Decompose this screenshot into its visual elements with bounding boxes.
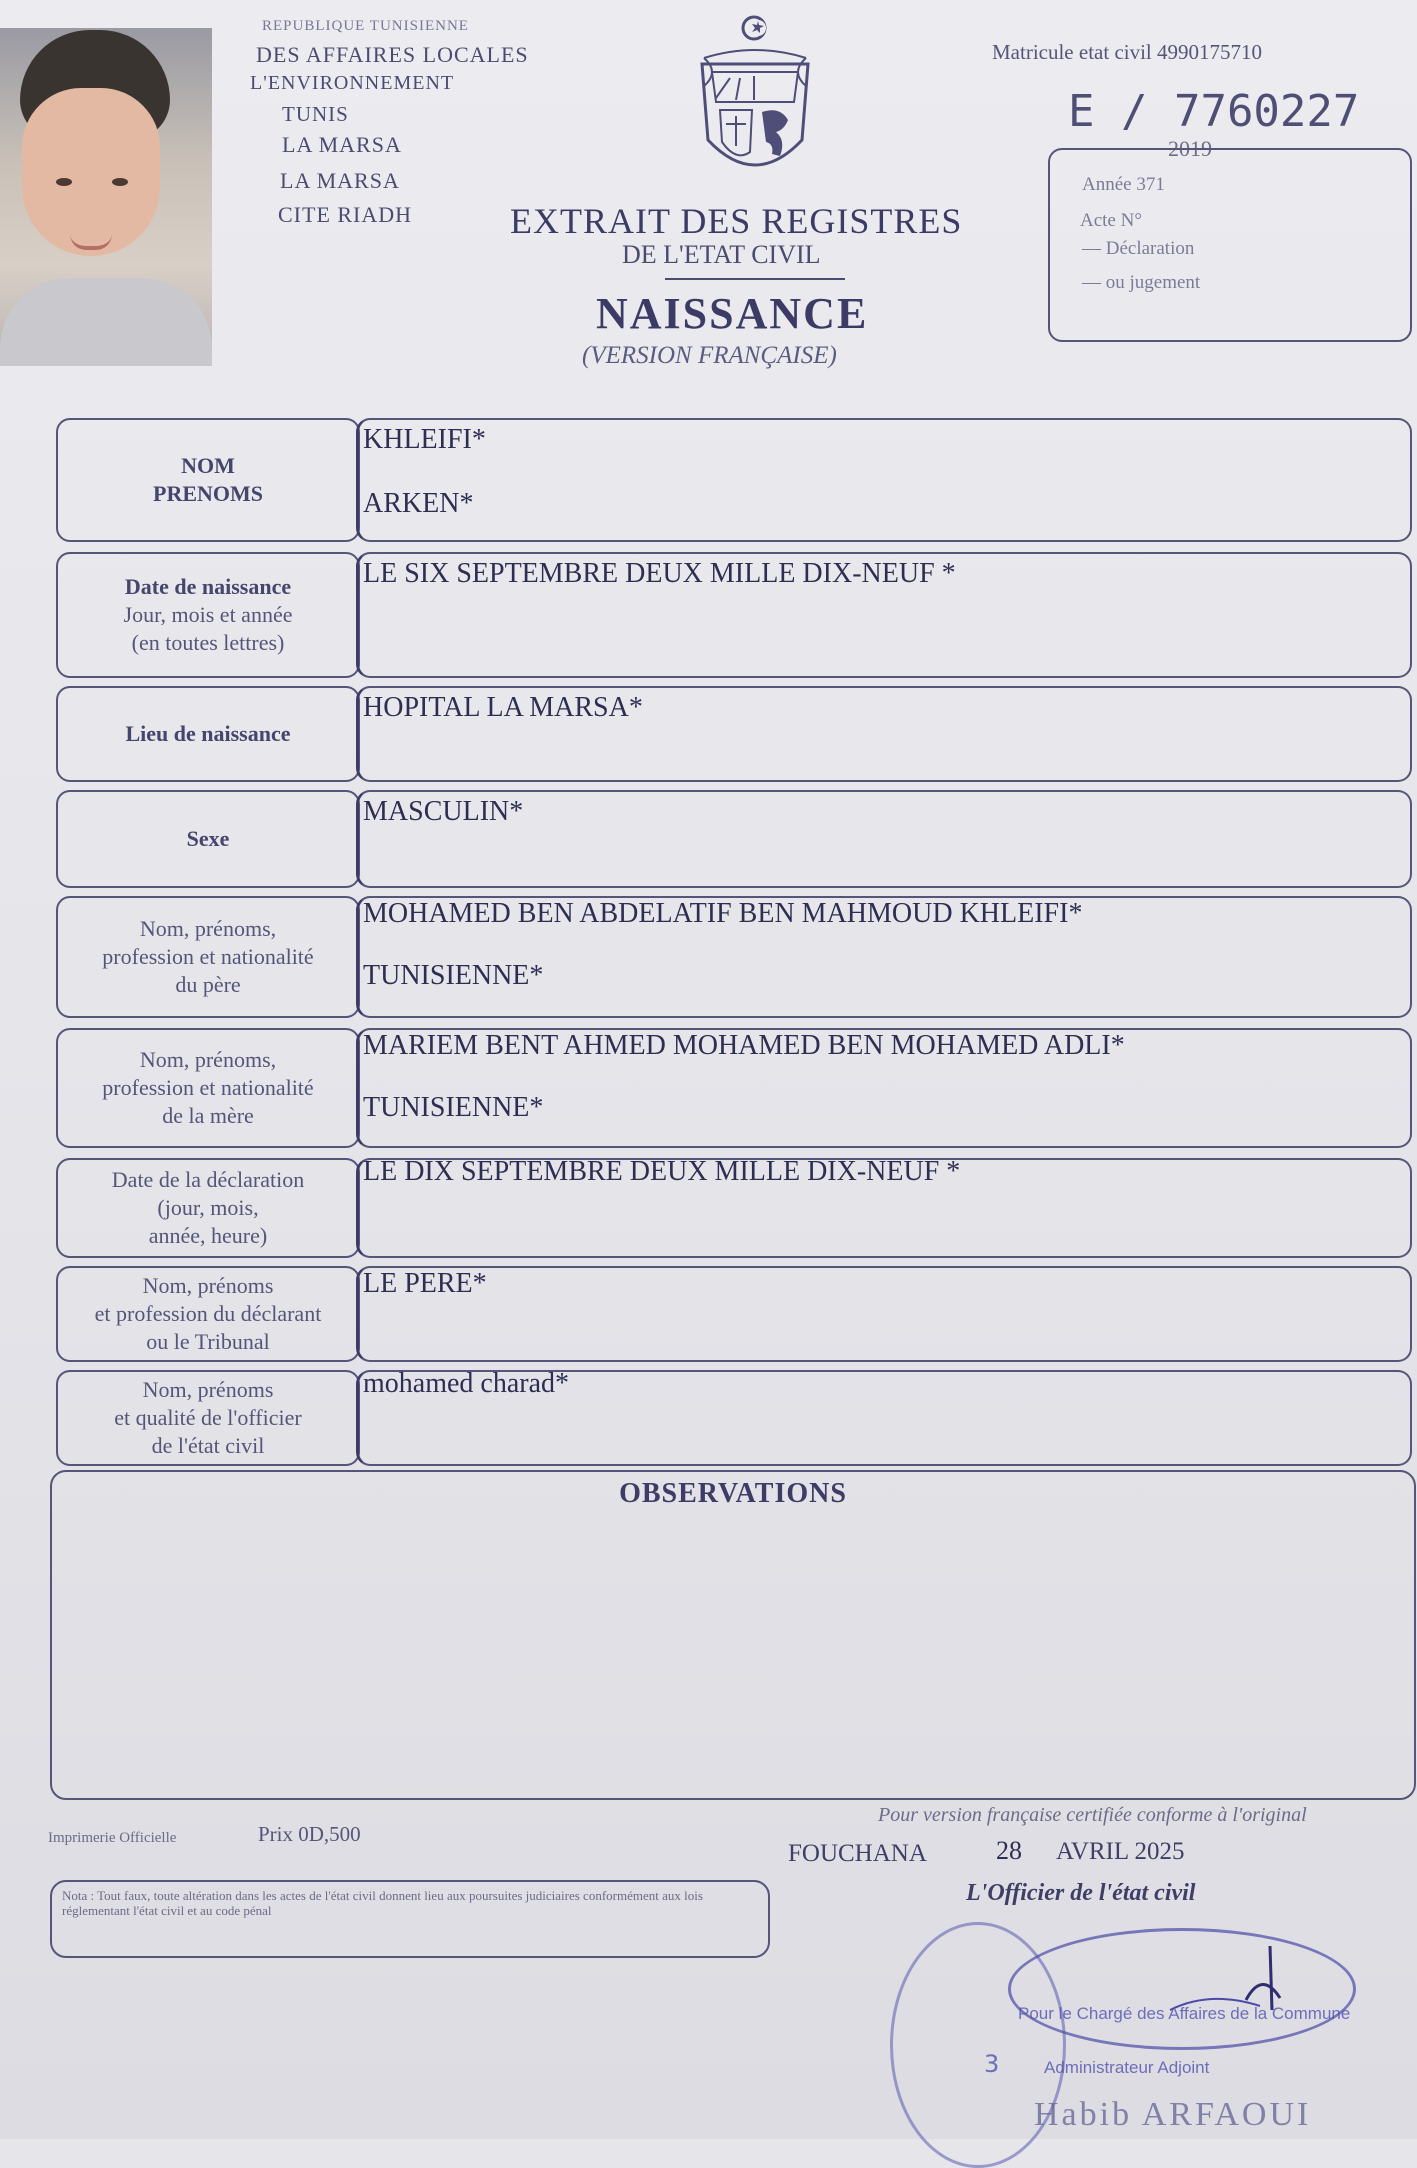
label-line: et qualité de l'officier	[114, 1405, 302, 1430]
officer-title: L'Officier de l'état civil	[966, 1880, 1196, 1906]
value-pere	[356, 896, 1412, 1018]
observations-title: OBSERVATIONS	[619, 1478, 847, 1509]
value-nom-prenoms	[356, 418, 1412, 542]
row-sexe	[56, 790, 1412, 888]
value-mere-nationalite: TUNISIENNE*	[363, 1092, 544, 1123]
registry-annee: Année 371	[1082, 174, 1165, 195]
registry-declaration: — Déclaration	[1082, 238, 1195, 259]
label-line: Nom, prénoms	[142, 1377, 274, 1402]
label-line: de l'état civil	[151, 1433, 265, 1458]
document-version: (VERSION FRANÇAISE)	[582, 342, 837, 369]
label-date-naissance	[56, 552, 360, 678]
printer-name: Imprimerie Officielle	[48, 1830, 177, 1846]
value-officier	[356, 1370, 1412, 1466]
serial-number: E / 7760227	[1068, 86, 1360, 137]
legal-note: Nota : Tout faux, toute altération dans les actes de l'état civil donnent lieu aux poursuites judiciaires conformément aux lois réglementant l'état civil et au code pénal	[62, 1888, 703, 1918]
label-line: Date de naissance	[124, 574, 292, 599]
label-mere	[56, 1028, 360, 1148]
label-line: ou le Tribunal	[146, 1329, 270, 1354]
matricule: Matricule etat civil 4990175710	[992, 40, 1263, 64]
value-date-naissance-text: LE SIX SEPTEMBRE DEUX MILLE DIX-NEUF *	[363, 558, 956, 589]
row-mere	[56, 1028, 1412, 1148]
registry-box	[1048, 148, 1412, 342]
label-nom-prenoms	[56, 418, 360, 542]
child-photo	[0, 28, 212, 366]
label-line: de la mère	[162, 1103, 254, 1128]
certified-note: Pour version française certifiée conforme à l'original	[878, 1804, 1307, 1826]
price: Prix 0D,500	[258, 1822, 361, 1846]
row-nom-prenoms	[56, 418, 1412, 542]
row-pere	[56, 896, 1412, 1018]
value-sexe	[356, 790, 1412, 888]
registry-year: 2019	[1168, 136, 1212, 161]
label-lieu-naissance	[56, 686, 360, 782]
header-line-5: LA MARSA	[282, 132, 402, 157]
label-line: (en toutes lettres)	[131, 630, 285, 655]
value-declarant-text: LE PERE*	[363, 1268, 487, 1299]
place: FOUCHANA	[788, 1840, 927, 1867]
label-line: année, heure)	[148, 1223, 268, 1248]
value-mere-nom: MARIEM BENT AHMED MOHAMED BEN MOHAMED ADLI*	[363, 1030, 1125, 1061]
value-sexe-text: MASCULIN*	[363, 796, 524, 827]
label-line: Nom, prénoms,	[139, 916, 277, 941]
value-date-naissance	[356, 552, 1412, 678]
label-line: profession et nationalité	[102, 944, 314, 969]
label-line: Lieu de naissance	[125, 721, 291, 746]
row-lieu-naissance	[56, 686, 1412, 782]
round-stamp-number: 3	[984, 2050, 1000, 2078]
label-line: (jour, mois,	[157, 1195, 259, 1220]
value-pere-nom: MOHAMED BEN ABDELATIF BEN MAHMOUD KHLEIFI*	[363, 898, 1083, 929]
label-line: Jour, mois et année	[123, 602, 293, 627]
label-declarant	[56, 1266, 360, 1362]
header-line-1: REPUBLIQUE TUNISIENNE	[262, 18, 469, 34]
label-officier	[56, 1370, 360, 1466]
coat-of-arms-emblem	[690, 12, 820, 192]
document-type: NAISSANCE	[596, 289, 869, 338]
document-subtitle: DE L'ETAT CIVIL	[622, 240, 821, 269]
header-line-7: CITE RIADH	[278, 202, 413, 227]
stamp-line-1: Pour le Chargé des Affaires de la Commune	[1018, 2004, 1351, 2023]
label-line: Nom, prénoms	[142, 1273, 274, 1298]
value-nom: KHLEIFI*	[363, 424, 486, 455]
registry-acte: Acte N°	[1080, 210, 1142, 231]
value-officier-text: mohamed charad*	[363, 1368, 570, 1399]
label-line: Nom, prénoms,	[139, 1047, 277, 1072]
date-month-year: AVRIL 2025	[1056, 1838, 1185, 1865]
value-prenoms: ARKEN*	[363, 488, 474, 519]
label-date-declaration	[56, 1158, 360, 1258]
header-line-6: LA MARSA	[280, 168, 400, 193]
document-title: EXTRAIT DES REGISTRES	[510, 201, 963, 241]
row-officier	[56, 1370, 1412, 1466]
subtitle-rule	[665, 278, 845, 280]
label-line: Sexe	[186, 826, 230, 851]
header-line-2: DES AFFAIRES LOCALES	[256, 42, 529, 67]
registry-jugement: — ou jugement	[1082, 272, 1201, 293]
row-date-declaration	[56, 1158, 1412, 1258]
observations-box	[50, 1470, 1416, 1800]
header-line-4: TUNIS	[282, 102, 349, 126]
signatory-name: Habib ARFAOUI	[1034, 2096, 1312, 2133]
value-pere-nationalite: TUNISIENNE*	[363, 960, 544, 991]
label-line: PRENOMS	[153, 481, 263, 506]
date-day: 28	[996, 1836, 1022, 1865]
legal-note-box	[50, 1880, 770, 1958]
label-pere	[56, 896, 360, 1018]
row-date-naissance	[56, 552, 1412, 678]
label-line: NOM	[181, 453, 235, 478]
value-declarant	[356, 1266, 1412, 1362]
row-declarant	[56, 1266, 1412, 1362]
header-line-3: L'ENVIRONNEMENT	[250, 72, 455, 94]
label-line: et profession du déclarant	[94, 1301, 322, 1326]
label-sexe	[56, 790, 360, 888]
label-line: Date de la déclaration	[111, 1167, 305, 1192]
value-date-declaration-text: LE DIX SEPTEMBRE DEUX MILLE DIX-NEUF *	[363, 1156, 961, 1187]
value-date-declaration	[356, 1158, 1412, 1258]
value-lieu-naissance-text: HOPITAL LA MARSA*	[363, 692, 643, 723]
stamp-line-2: Administrateur Adjoint	[1044, 2058, 1210, 2077]
label-line: du père	[175, 972, 241, 997]
value-mere	[356, 1028, 1412, 1148]
label-line: profession et nationalité	[102, 1075, 314, 1100]
value-lieu-naissance	[356, 686, 1412, 782]
